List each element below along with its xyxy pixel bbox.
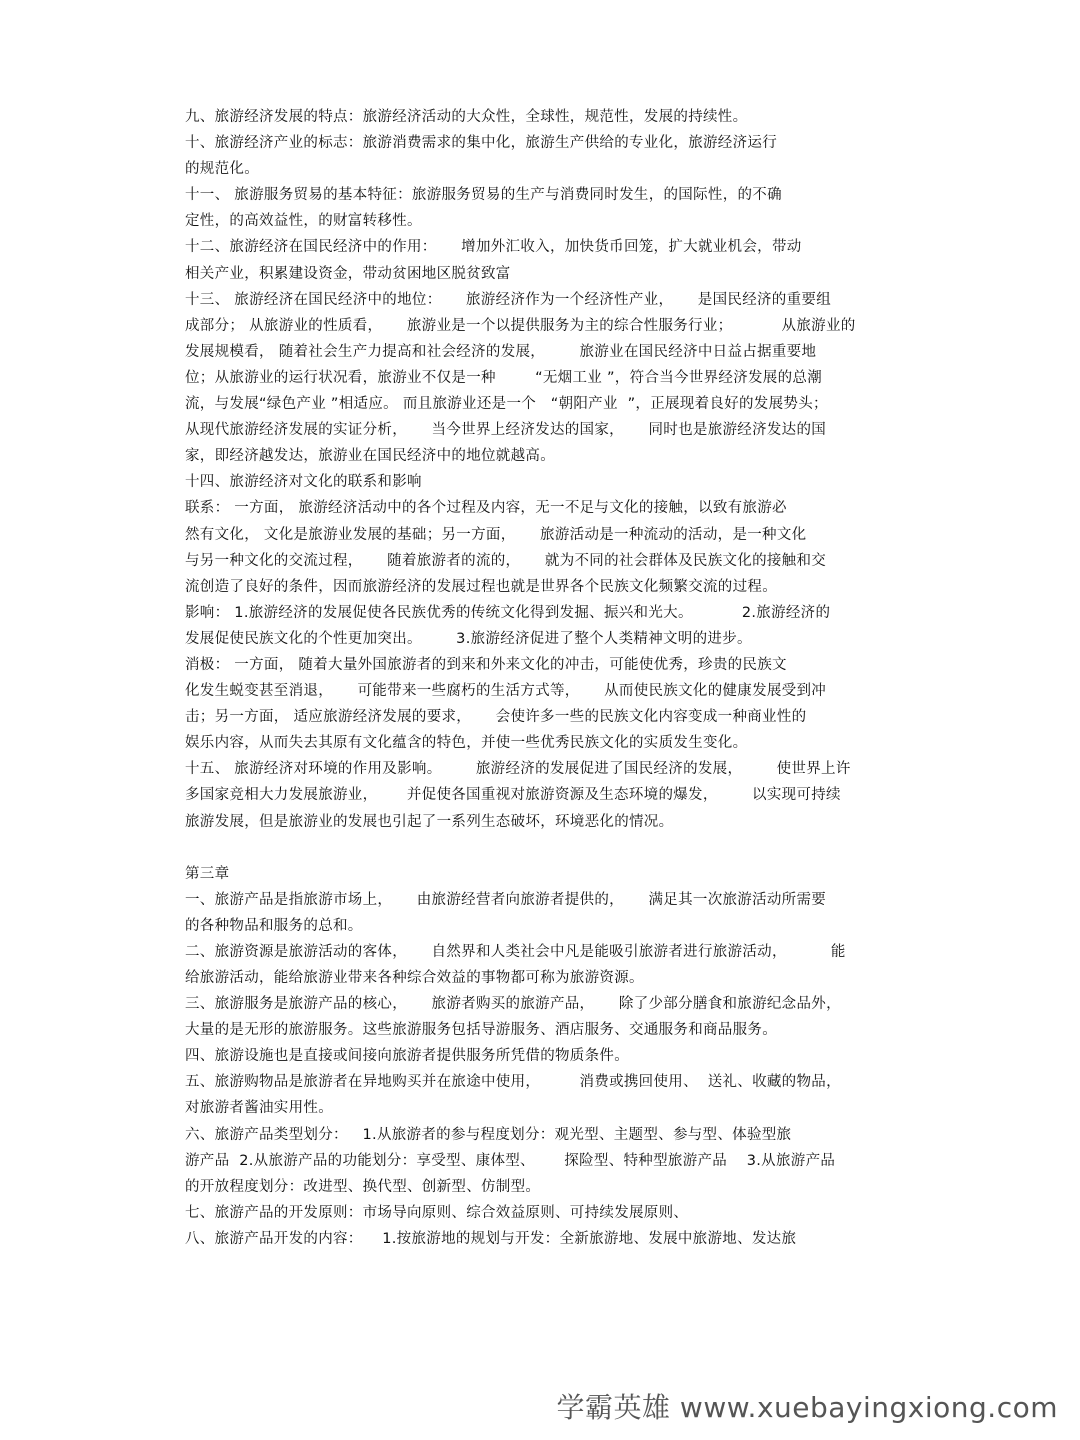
text-line: 十二、旅游经济在国民经济中的作用： 增加外汇收入，加快货币回笼，扩大就业机会，带动	[185, 239, 802, 256]
text-line: 从现代旅游经济发展的实证分析， 当今世界上经济发达的国家， 同时也是旅游经济发达的国	[185, 422, 827, 439]
text-line: 发展促使民族文化的个性更加突出。 3.旅游经济促进了整个人类精神文明的进步。	[185, 630, 752, 647]
text-line: 家，即经济越发达，旅游业在国民经济中的地位就越高。	[185, 448, 555, 465]
text-line: 九、旅游经济发展的特点：旅游经济活动的大众性，全球性，规范性，发展的持续性。	[185, 109, 748, 125]
section-gap	[185, 835, 905, 861]
text-line: 的各种物品和服务的总和。	[185, 917, 363, 934]
text-line: 然有文化， 文化是旅游业发展的基础；另一方面， 旅游活动是一种流动的活动，是一种文化	[185, 526, 807, 543]
text-line: 十五、 旅游经济对环境的作用及影响。 旅游经济的发展促进了国民经济的发展， 使世界上许	[185, 761, 851, 778]
text-line: 联系： 一方面， 旅游经济活动中的各个过程及内容，无一不足与文化的接触，以致有旅游必	[185, 500, 787, 517]
text-line: 一、旅游产品是指旅游市场上， 由旅游经营者向旅游者提供的， 满足其一次旅游活动所需要	[185, 891, 827, 908]
text-line: 发展规模看， 随着社会生产力提高和社会经济的发展， 旅游业在国民经济中日益占据重要地	[185, 343, 817, 360]
text-line: 旅游发展，但是旅游业的发展也引起了一系列生态破坏，环境恶化的情况。	[185, 813, 674, 830]
text-line: 四、旅游设施也是直接或间接向旅游者提供服务所凭借的物质条件。	[185, 1048, 629, 1065]
text-line: 消极： 一方面， 随着大量外国旅游者的到来和外来文化的冲击，可能使优秀，珍贵的民族文	[185, 656, 787, 673]
text-line: 成部分； 从旅游业的性质看， 旅游业是一个以提供服务为主的综合性服务行业； 从旅游业的	[185, 317, 856, 334]
text-line: 八、旅游产品开发的内容： 1.按旅游地的规划与开发：全新旅游地、发展中旅游地、发达旅	[185, 1230, 797, 1247]
text-line: 七、旅游产品的开发原则：市场导向原则、综合效益原则、可持续发展原则、	[185, 1204, 689, 1221]
text-line: 对旅游者酱油实用性。	[185, 1100, 333, 1117]
text-line: 的规范化。	[185, 161, 259, 178]
text-line: 五、旅游购物品是旅游者在异地购买并在旅途中使用， 消费或携回使用、 送礼、收藏的物品，	[185, 1074, 841, 1091]
text-line: 十、旅游经济产业的标志：旅游消费需求的集中化，旅游生产供给的专业化，旅游经济运行	[185, 135, 777, 152]
text-line: 相关产业，积累建设资金，带动贫困地区脱贫致富	[185, 265, 511, 282]
text-line: 游产品 2.从旅游产品的功能划分：享受型、康体型、 探险型、特种型旅游产品 3.从旅游产品	[185, 1152, 836, 1169]
watermark-logo-text: 学霸英雄 www.xuebayingxiong.com	[556, 1391, 1058, 1424]
section-chapter-three-notes	[185, 861, 905, 1252]
text-line: 与另一种文化的交流过程， 随着旅游者的流的， 就为不同的社会群体及民族文化的接触和交	[185, 552, 827, 569]
text-line: 流，与发展“绿色产业 ”相适应。 而且旅游业还是一个 “朝阳产业 ”，正展现着良好的发展势头；	[185, 396, 828, 413]
text-line: 十四、旅游经济对文化的联系和影响	[185, 474, 422, 491]
text-line: 娱乐内容，从而失去其原有文化蕴含的特色，并使一些优秀民族文化的实质发生变化。	[185, 735, 748, 752]
text-line: 多国家竞相大力发展旅游业， 并促使各国重视对旅游资源及生态环境的爆发， 以实现可持续	[185, 787, 841, 804]
text-line: 第三章	[185, 865, 230, 882]
text-line: 位；从旅游业的运行状况看，旅游业不仅是一种 “无烟工业 ”，符合当今世界经济发展的总潮	[185, 369, 823, 386]
text-line: 六、旅游产品类型划分： 1.从旅游者的参与程度划分：观光型、主题型、参与型、体验型旅	[185, 1126, 792, 1143]
section-chapter-two-notes	[185, 104, 905, 835]
text-line: 流创造了良好的条件，因而旅游经济的发展过程也就是世界各个民族文化频繁交流的过程。	[185, 578, 777, 595]
text-line: 大量的是无形的旅游服务。这些旅游服务包括导游服务、酒店服务、交通服务和商品服务。	[185, 1022, 777, 1039]
text-line: 影响： 1.旅游经济的发展促使各民族优秀的传统文化得到发掘、振兴和光大。 2.旅游经济的	[185, 604, 831, 621]
document-body	[185, 104, 905, 1252]
text-line: 十三、 旅游经济在国民经济中的地位： 旅游经济作为一个经济性产业， 是国民经济的重要组	[185, 291, 831, 308]
text-line: 三、旅游服务是旅游产品的核心， 旅游者购买的旅游产品， 除了少部分膳食和旅游纪念品外，	[185, 996, 841, 1013]
text-line: 的开放程度划分：改进型、换代型、创新型、仿制型。	[185, 1178, 541, 1195]
text-line: 给旅游活动，能给旅游业带来各种综合效益的事物都可称为旅游资源。	[185, 970, 644, 986]
text-line: 化发生蜕变甚至消退， 可能带来一些腐朽的生活方式等， 从而使民族文化的健康发展受到冲	[185, 683, 827, 700]
text-line: 定性，的高效益性，的财富转移性。	[185, 213, 422, 230]
text-line: 击；另一方面， 适应旅游经济发展的要求， 会使许多一些的民族文化内容变成一种商业性的	[185, 709, 807, 726]
text-line: 二、旅游资源是旅游活动的客体， 自然界和人类社会中凡是能吸引旅游者进行旅游活动， 能	[185, 943, 846, 960]
text-line: 十一、 旅游服务贸易的基本特征：旅游服务贸易的生产与消费同时发生，的国际性，的不确	[185, 187, 782, 204]
